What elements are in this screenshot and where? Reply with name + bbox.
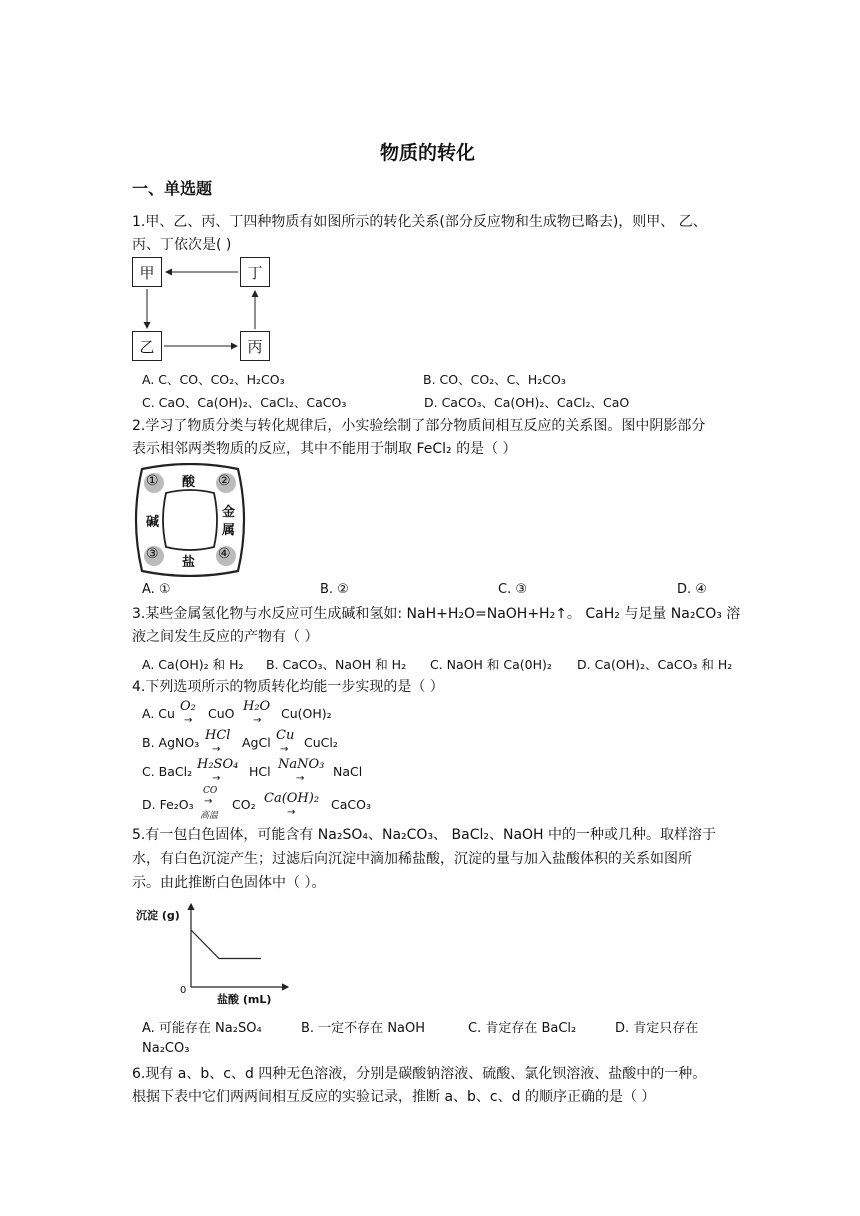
q3-text-line1: 3.某些金属氢化物与水反应可生成碱和氢如: NaH+H₂O=NaOH+H₂↑。 CaH₂ 与足量 Na₂CO₃ 溶 xyxy=(132,606,741,622)
q2-num-3: ③ xyxy=(146,546,159,562)
q2-option-c[interactable]: C. ③ xyxy=(498,582,527,597)
q5-option-c[interactable]: C. 肯定存在 BaCl₂ xyxy=(468,1021,577,1036)
q5-option-a[interactable]: A. 可能存在 Na₂SO₄ xyxy=(142,1021,262,1036)
q2-diagram xyxy=(132,463,248,577)
q3-option-b[interactable]: B. CaCO₃、NaOH 和 H₂ xyxy=(266,657,407,672)
q4a-arrow2: → xyxy=(253,715,262,726)
q4b-reagent2: Cu xyxy=(276,728,295,743)
q4-text-line1: 4.下列选项所示的物质转化均能一步实现的是（ ） xyxy=(132,679,444,695)
q6-text-line2: 根据下表中它们两两间相互反应的实验记录，推断 a、b、c、d 的顺序正确的是（ ） xyxy=(132,1089,656,1105)
q4b-arrow1: → xyxy=(212,744,221,755)
q4a-end: Cu(OH)₂ xyxy=(281,706,332,721)
q2-text-line1: 2.学习了物质分类与转化规律后，小实验绘制了部分物质间相互反应的关系图。图中阴影部分 xyxy=(132,418,706,434)
q4a-reagent1: O₂ xyxy=(180,699,196,714)
q1-option-c[interactable]: C. CaO、Ca(OH)₂、CaCl₂、CaCO₃ xyxy=(142,395,347,410)
q1-box-jia: 甲 xyxy=(132,257,162,287)
q4a-middle: CuO xyxy=(208,706,235,721)
q6-text-line1: 6.现有 a、b、c、d 四种无色溶液，分别是碳酸钠溶液、硫酸、氯化钡溶液、盐酸中的一种。 xyxy=(132,1066,707,1082)
q5-option-b[interactable]: B. 一定不存在 NaOH xyxy=(301,1021,426,1036)
q4c-start: C. BaCl₂ xyxy=(142,764,193,779)
page-title: 物质的转化 xyxy=(380,142,476,164)
q2-num-2: ② xyxy=(218,473,231,489)
q4d-arrow1: → xyxy=(204,796,213,807)
chart-series-line xyxy=(191,930,261,959)
q4b-end: CuCl₂ xyxy=(304,735,338,750)
q1-box-yi: 乙 xyxy=(132,331,162,361)
q2-option-b[interactable]: B. ② xyxy=(320,582,349,597)
q4c-end: NaCl xyxy=(333,764,363,779)
q4a-arrow1: → xyxy=(184,715,193,726)
chart-xlabel: 盐酸 (mL) xyxy=(217,993,272,1006)
q4d-arrow2: → xyxy=(287,807,296,818)
q2-text-line2: 表示相邻两类物质的反应，其中不能用于制取 FeCl₂ 的是（ ） xyxy=(132,441,517,457)
q4c-middle: HCl xyxy=(249,764,271,779)
q4b-reagent1: HCl xyxy=(205,728,231,743)
q4b-start: B. AgNO₃ xyxy=(142,735,200,750)
q1-text-line2: 丙、丁依次是( ) xyxy=(132,237,232,253)
q3-text-line2: 液之间发生反应的产物有（ ） xyxy=(132,629,319,645)
q1-box-ding: 丁 xyxy=(240,257,270,287)
q1-diagram xyxy=(132,257,277,365)
q1-option-b[interactable]: B. CO、CO₂、C、H₂CO₃ xyxy=(423,372,566,387)
q4a-start: A. Cu xyxy=(142,706,175,721)
q2-label-acid: 酸 xyxy=(182,475,196,490)
q4a-reagent2: H₂O xyxy=(243,699,271,714)
q4d-reagent2: Ca(OH)₂ xyxy=(264,791,320,806)
q5-text-line3: 示。由此推断白色固体中（ ）。 xyxy=(132,875,326,891)
q4c-arrow2: → xyxy=(296,773,305,784)
q2-option-d[interactable]: D. ④ xyxy=(677,582,707,597)
q4d-start: D. Fe₂O₃ xyxy=(142,797,194,812)
q3-option-a[interactable]: A. Ca(OH)₂ 和 H₂ xyxy=(142,657,244,672)
chart-ylabel: 沉淀 (g) xyxy=(136,909,180,922)
q4b-arrow2: → xyxy=(280,744,289,755)
q1-option-a[interactable]: A. C、CO、CO₂、H₂CO₃ xyxy=(142,372,285,387)
q4d-end: CaCO₃ xyxy=(331,797,371,812)
q1-option-d[interactable]: D. CaCO₃、Ca(OH)₂、CaCl₂、CaO xyxy=(424,395,630,410)
q4c-reagent1: H₂SO₄ xyxy=(197,757,239,772)
q4d-condition: 高温 xyxy=(200,811,219,821)
q5-option-d[interactable]: D. 肯定只存在 xyxy=(615,1021,699,1036)
q2-label-base: 碱 xyxy=(146,515,160,530)
q4b-middle: AgCl xyxy=(242,735,271,750)
q2-label-metal2: 属 xyxy=(222,523,236,538)
chart-origin: 0 xyxy=(180,985,187,996)
q4c-reagent2: NaNO₃ xyxy=(278,757,325,772)
q4d-middle: CO₂ xyxy=(232,797,256,812)
q5-chart xyxy=(132,900,292,1010)
q2-num-1: ① xyxy=(146,473,159,489)
q1-text-line1: 1.甲、乙、丙、丁四种物质有如图所示的转化关系(部分反应物和生成物已略去)，则甲、 乙、 xyxy=(132,214,707,230)
q2-option-a[interactable]: A. ① xyxy=(142,582,171,597)
q3-option-c[interactable]: C. NaOH 和 Ca(0H)₂ xyxy=(430,657,552,672)
q2-label-metal1: 金 xyxy=(222,505,236,520)
q3-option-d[interactable]: D. Ca(OH)₂、CaCO₃ 和 H₂ xyxy=(577,657,733,672)
q4d-reagent1: CO xyxy=(203,786,218,796)
section-heading: 一、单选题 xyxy=(132,179,213,198)
chart-plot xyxy=(132,900,292,1010)
q5-option-d-line2: Na₂CO₃ xyxy=(142,1041,190,1056)
q2-num-4: ④ xyxy=(218,546,231,562)
q1-box-bing: 丙 xyxy=(240,331,270,361)
q5-text-line2: 水，有白色沉淀产生；过滤后向沉淀中滴加稀盐酸，沉淀的量与加入盐酸体积的关系如图所 xyxy=(132,851,692,867)
q5-text-line1: 5.有一包白色固体，可能含有 Na₂SO₄、Na₂CO₃、 BaCl₂、NaOH 中的一种或几种。取样溶于 xyxy=(132,827,717,843)
q4c-arrow1: → xyxy=(212,773,221,784)
q2-label-salt: 盐 xyxy=(182,555,196,570)
